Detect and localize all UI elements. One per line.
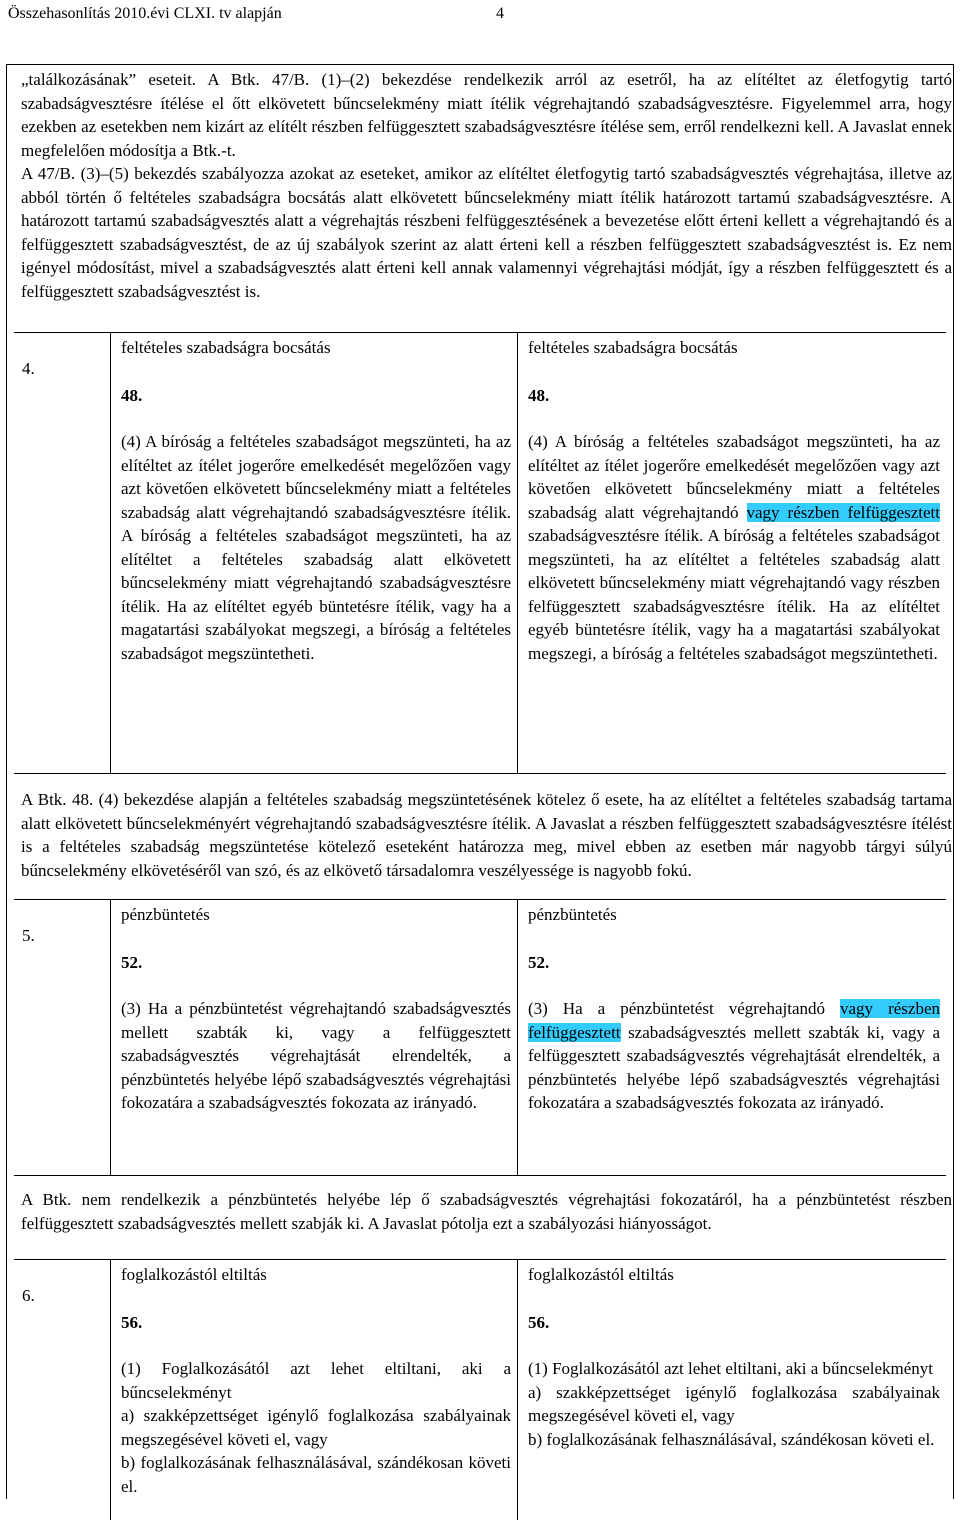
article-text bbox=[528, 430, 940, 665]
section-heading: feltételes szabadságra bocsátás bbox=[528, 338, 738, 357]
section-heading: feltételes szabadságra bocsátás bbox=[121, 338, 331, 357]
row-number-cell bbox=[14, 900, 111, 1175]
article-text bbox=[528, 997, 940, 1115]
old-text-cell bbox=[111, 1260, 518, 1520]
article-text-part: szabadságvesztésre ítélik. A bíróság a feltételes szabadságot megszünteti, ha az elítéltet a feltételes szabadság alatt elkövetett bűncselekmény miatt végrehajtandó vagy részben felfüggesztett szabadságvesztésre ítélik. Ha az elítéltet egyéb büntetésre ítélik, vagy ha a magatartási szabályokat megszegi, a bíróság a feltételes szabadságot megszüntetheti. bbox=[528, 526, 940, 663]
article-text-part: (3) Ha a pénzbüntetést végrehajtandó bbox=[528, 999, 825, 1018]
new-text-cell bbox=[518, 333, 946, 773]
article-text: (3) Ha a pénzbüntetést végrehajtandó szabadságvesztés mellett szabták ki, vagy a felfüggesztett szabadságvesztés végrehajtását elrendelték, a pénzbüntetés helyébe lépő szabadságvesztés végrehajtási fokozatára a szabadságvesztés fokozata az irányadó. bbox=[121, 999, 511, 1112]
section-heading: pénzbüntetés bbox=[121, 905, 210, 924]
comparison-row-4 bbox=[14, 332, 946, 774]
old-text-cell bbox=[111, 900, 518, 1175]
article-text: (1) Foglalkozásától azt lehet eltiltani, aki a bűncselekményt bbox=[121, 1359, 511, 1402]
comparison-row-5 bbox=[14, 899, 946, 1176]
page-number: 4 bbox=[496, 5, 504, 22]
explanation-text-1 bbox=[21, 788, 952, 882]
article-number: 56. bbox=[528, 1312, 550, 1332]
section-heading: foglalkozástól eltiltás bbox=[121, 1265, 267, 1284]
article-point-b: b) foglalkozásának felhasználásával, szándékosan követi el. bbox=[121, 1453, 511, 1496]
new-text-cell bbox=[518, 900, 946, 1175]
article-text: (4) A bíróság a feltételes szabadságot megszünteti, ha az elítéltet az ítélet jogerőre emelkedését megelőzően vagy azt követően elkövetett bűncselekmény miatt a feltételes szabadság alatt végrehajtandó szabadságvesztésre ítélik. A bíróság a feltételes szabadságot megszünteti, ha az elítéltet a feltételes szabadság alatt elkövetett bűncselekmény miatt végrehajtandó szabadságvesztésre ítélik. Ha az elítéltet egyéb büntetésre ítélik, vagy ha a magatartási szabályokat megszegi, a bíróság a feltételes szabadságot megszüntetheti. bbox=[121, 432, 511, 663]
comparison-row-6 bbox=[14, 1259, 946, 1520]
document-frame bbox=[6, 64, 954, 1499]
row-number-cell bbox=[14, 333, 111, 773]
intro-paragraph-1: „találkozásának” eseteit. A Btk. 47/B. (1)–(2) bekezdése rendelkezik arról az esetről, ha az elítéltet az életfogytig tartó szabadságvesztésre ítélése el őtt elkövetett bűncselekmény miatt ítélik végrehajtandó szabadságvesztésre. Figyelemmel arra, hogy ezekben az esetekben nem kizárt az elítélt részben felfüggesztett szabadságvesztésre ítélése sem, erről rendelkezni kell. A Javaslat ennek megfelelően módosítja a Btk.-t. bbox=[21, 70, 952, 160]
section-heading: foglalkozástól eltiltás bbox=[528, 1265, 674, 1284]
article-point-b: b) foglalkozásának felhasználásával, szándékosan követi el. bbox=[528, 1429, 935, 1449]
row-number-cell bbox=[14, 1260, 111, 1520]
old-text-cell bbox=[111, 333, 518, 773]
article-number: 52. bbox=[528, 952, 550, 972]
new-text-cell bbox=[518, 1260, 946, 1520]
article-number: 52. bbox=[121, 952, 143, 972]
header-title: Összehasonlítás 2010.évi CLXI. tv alapján bbox=[8, 5, 282, 22]
intro-text bbox=[21, 68, 952, 303]
row-number: 6. bbox=[22, 1286, 35, 1305]
article-text: (1) Foglalkozásától azt lehet eltiltani, aki a bűncselekményt bbox=[528, 1359, 934, 1378]
amendment-highlight: vagy részben felfüggesztett bbox=[746, 502, 940, 522]
row-number: 4. bbox=[22, 359, 35, 378]
article-text-part: (4) A bíróság a feltételes szabadságot megszünteti, ha az elítéltet az ítélet jogerőre emelkedését megelőzően vagy azt követően elkövetett bűncselekmény miatt a feltételes szabadság alatt végrehajtandó bbox=[528, 432, 940, 522]
row-number: 5. bbox=[22, 926, 35, 945]
page-header bbox=[8, 2, 953, 26]
section-heading: pénzbüntetés bbox=[528, 905, 617, 924]
article-number: 48. bbox=[121, 385, 143, 405]
amendment-highlight: vagy részben felfüggesztett bbox=[528, 999, 940, 1042]
article-text-part: szabadságvesztés mellett szabták ki, vagy a felfüggesztett szabadságvesztés végrehajtását elrendelték, a pénzbüntetés helyébe lépő szabadságvesztés végrehajtási fokozatára a szabadságvesztés fokozata az irányadó. bbox=[528, 1022, 941, 1112]
explanation-text-2 bbox=[21, 1188, 952, 1235]
explanation-paragraph: A Btk. nem rendelkezik a pénzbüntetés helyébe lép ő szabadságvesztés végrehajtási fokozatáról, ha a pénzbüntetést részben felfüggesztett szabadságvesztés mellett szabják ki. A Javaslat pótolja ezt a szabályozási hiányosságot. bbox=[21, 1190, 952, 1233]
article-number: 48. bbox=[528, 385, 550, 405]
intro-paragraph-2: A 47/B. (3)–(5) bekezdés szabályozza azokat az eseteket, amikor az elítéltet életfogytig tartó szabadságvesztés végrehajtása, illetve az abból történ ő feltételes szabadságra bocsátás alatt elkövetett bűncselekmény miatt ítélik határozott tartamú szabadságvesztésre. A határozott tartamú szabadságvesztés alatt a végrehajtás részbeni felfüggesztésének a bevezetése előtt érteni kellett a végrehajtandó és a felfüggesztett szabadságvesztést, de az új szabályok szerint az alatt érteni kell a részben felfüggesztett szabadságvesztést is. Ez nem igényel módosítást, mivel a szabadságvesztés alatt érteni kell annak valamennyi végrehajtási módját, így a részben felfüggesztett és a felfüggesztett szabadságvesztést is. bbox=[21, 164, 952, 301]
article-point-a: a) szakképzettséget igénylő foglalkozása szabályainak megszegésével követi el, vagy bbox=[121, 1406, 511, 1449]
article-number: 56. bbox=[121, 1312, 143, 1332]
explanation-paragraph: A Btk. 48. (4) bekezdése alapján a feltételes szabadság megszüntetésének kötelez ő esete, ha az elítéltet a feltételes szabadság tartama alatt elkövetett bűncselekményért végrehajtandó szabadságvesztésre ítélik. A Javaslat a részben felfüggesztett szabadságvesztésre ítélést is a feltételes szabadság megszüntetése kötelező eseteként határozza meg, mivel ebben az esetben már nagyobb tárgyi súlyú bűncselekmény elkövetéséről van szó, és az elkövető társadalomra veszélyessége is nagyobb fokú. bbox=[21, 790, 952, 880]
article-point-a: a) szakképzettséget igénylő foglalkozása szabályainak megszegésével követi el, vagy bbox=[528, 1382, 940, 1425]
